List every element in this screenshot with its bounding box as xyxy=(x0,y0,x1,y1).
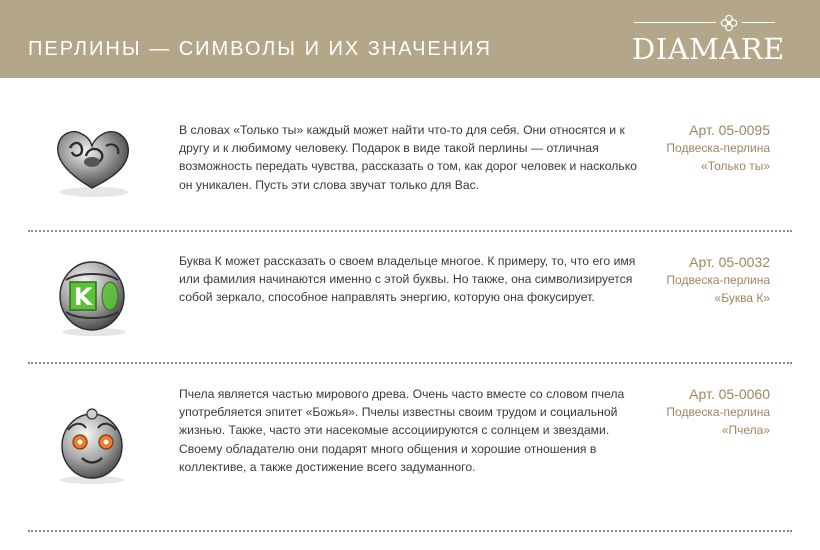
product-article: Арт. 05-0032 xyxy=(689,254,770,270)
logo-line-left xyxy=(634,22,716,23)
product-description: Буква К может рассказать о своем владельце многое. К примеру, то, что его имя или фамилия начинаются именно с этой буквы. Но также, она символизируется собой зеркало, способное направлять энергию, которую она фокусирует. xyxy=(179,254,636,305)
product-type: Подвеска-перлина xyxy=(666,273,770,287)
product-article: Арт. 05-0060 xyxy=(689,386,770,402)
product-item-tolko-ty xyxy=(0,100,820,232)
dotted-divider xyxy=(28,530,792,532)
product-meta xyxy=(600,121,770,175)
product-type: Подвеска-перлина xyxy=(666,405,770,419)
product-article: Арт. 05-0095 xyxy=(689,122,770,138)
letter-k-charm-image[interactable] xyxy=(48,252,136,340)
product-item-bukva-k xyxy=(0,232,820,364)
logo-text: DIAMARE xyxy=(632,32,785,66)
product-type: Подвеска-перлина xyxy=(666,141,770,155)
product-description: В словах «Только ты» каждый может найти что-то для себя. Они относятся и к другу и к любимому человеку. Подарок в виде такой перлины — отличная возможность передать чувства, рассказать о том, как дорог человек и насколько он уникален. Пусть эти слова звучат только для Вас. xyxy=(179,123,637,192)
product-meta xyxy=(600,385,770,439)
diamare-logo[interactable] xyxy=(632,14,785,69)
product-description: Пчела является частью мирового древа. Очень часто вместе со словом пчела употребляется эпитет «Божья». Пчелы известны своим трудом и социальной жизнью. Также, часто эти насекомые ассоциируются с солнцем и звездами. Своему обладателю они подарят много общения и хорошие отношения в коллективе, а также достижение всего задуманного. xyxy=(179,387,625,474)
flower-icon xyxy=(720,14,738,32)
bee-charm-image[interactable] xyxy=(48,400,136,488)
product-item-pchela xyxy=(0,364,820,496)
page-title: ПЕРЛИНЫ — СИМВОЛЫ И ИХ ЗНАЧЕНИЯ xyxy=(28,38,493,60)
product-meta xyxy=(600,253,770,307)
logo-line-right xyxy=(742,22,775,23)
product-name[interactable]: «Буква К» xyxy=(714,291,770,305)
product-name[interactable]: «Пчела» xyxy=(721,423,770,437)
header-banner xyxy=(0,0,820,78)
k-letter: K xyxy=(73,283,93,311)
product-name[interactable]: «Только ты» xyxy=(701,159,770,173)
heart-charm-image[interactable] xyxy=(48,116,136,204)
